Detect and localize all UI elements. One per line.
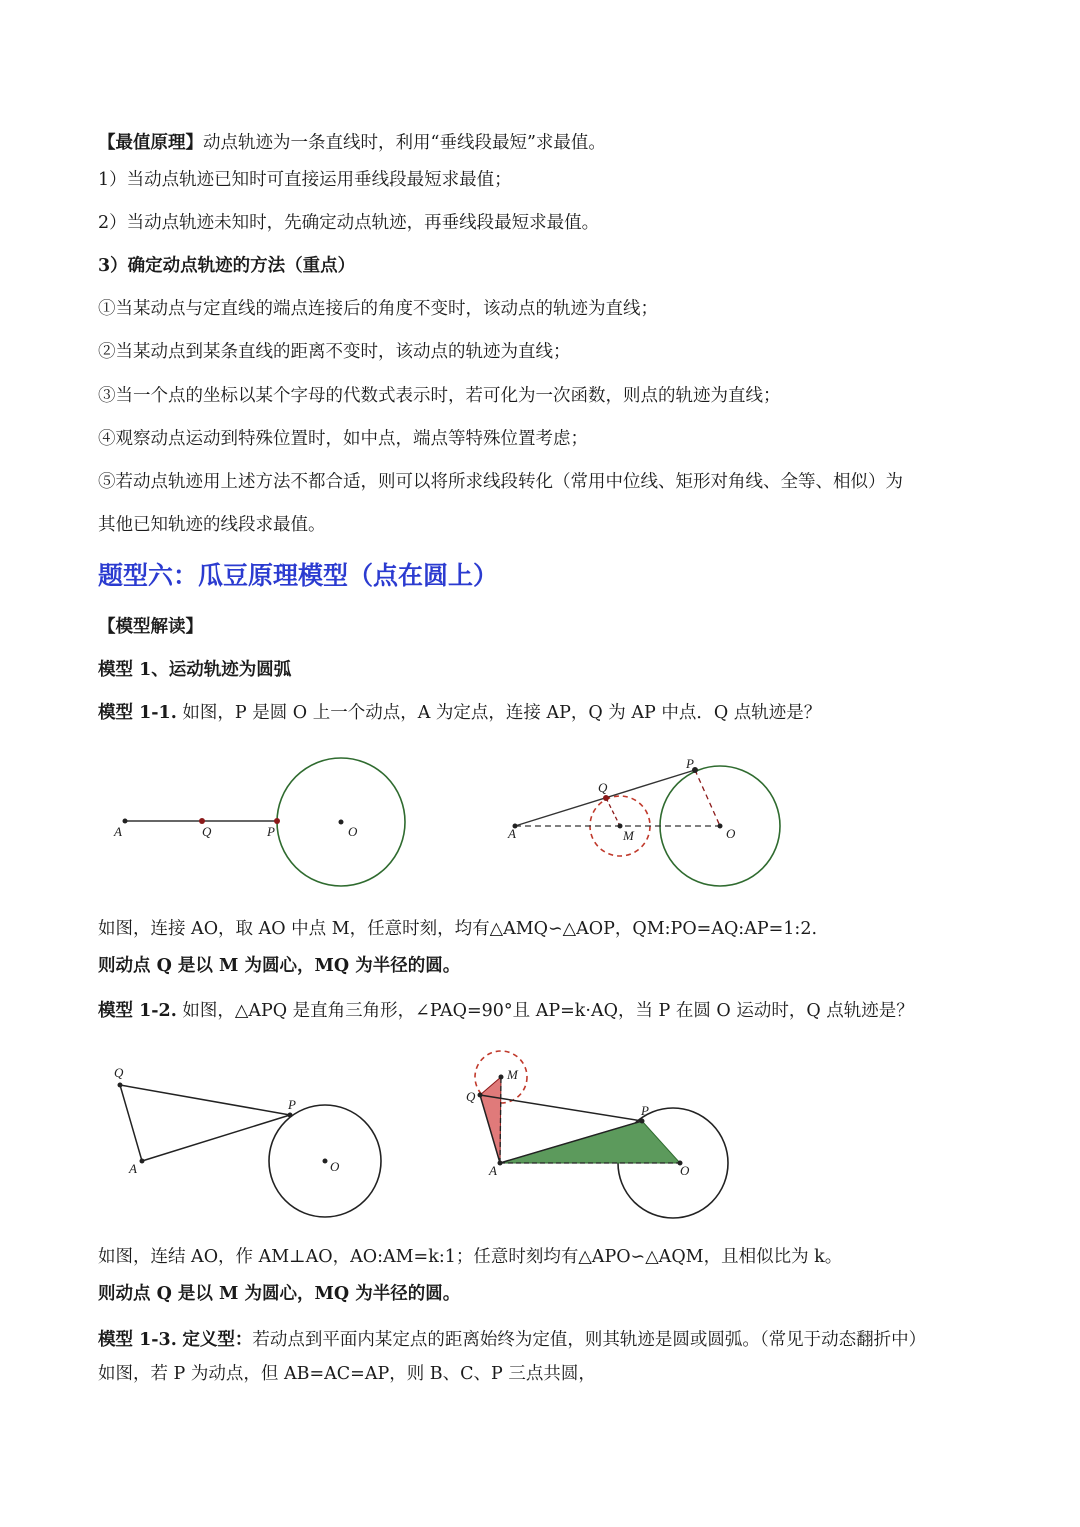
model1-title: 模型 1、运动轨迹为圆弧 xyxy=(98,660,292,680)
model-1-2-text: 如图，△APQ 是直角三角形，∠PAQ=90°且 AP=k·AQ，当 P 在圆 O 运动时，Q 点轨迹是？ xyxy=(182,1001,914,1021)
method-5a: ⑤若动点轨迹用上述方法不都合适，则可以将所求线段转化（常用中位线、矩形对角线、全等、相似）为 xyxy=(98,472,903,492)
model-1-1-label: 模型 1-1. xyxy=(98,703,177,723)
figure-1-1-right xyxy=(500,750,790,900)
label-p: P xyxy=(641,1103,649,1118)
model-1-3-text: 若动点到平面内某定点的距离始终为定值，则其轨迹是圆或圆弧。（常见于动态翻折中） xyxy=(252,1330,927,1350)
method-3: ③当一个点的坐标以某个字母的代数式表示时，若可化为一次函数，则点的轨迹为直线； xyxy=(98,386,781,406)
method-1: ①当某动点与定直线的端点连接后的角度不变时，该动点的轨迹为直线； xyxy=(98,299,658,319)
label-m: M xyxy=(507,1067,518,1082)
segment-op-dashed xyxy=(695,770,720,826)
model-1-3-line-2: 如图，若 P 为动点，但 AB=AC=AP，则 B、C、P 三点共圆， xyxy=(98,1364,596,1384)
label-o: O xyxy=(348,824,358,839)
triangle-apq xyxy=(120,1085,290,1161)
method-2: ②当某动点到某条直线的距离不变时，该动点的轨迹为直线； xyxy=(98,342,571,362)
segment-qm-dashed xyxy=(606,798,620,826)
label-a: A xyxy=(114,824,122,839)
point-q xyxy=(603,795,609,801)
model-1-1-line xyxy=(98,701,821,725)
model-1-1-text: 如图，P 是圆 O 上一个动点，A 为定点，连接 AP，Q 为 AP 中点．Q 点轨迹是？ xyxy=(182,703,822,723)
model-1-3-bold: 定义型： xyxy=(182,1330,253,1350)
label-p: P xyxy=(686,756,694,771)
principle-item-2: 2）当动点轨迹未知时，先确定动点轨迹，再垂线段最短求最值。 xyxy=(98,213,600,233)
point-q xyxy=(118,1083,123,1088)
label-p: P xyxy=(288,1097,296,1112)
label-q: Q xyxy=(598,780,608,795)
method-5b: 其他已知轨迹的线段求最值。 xyxy=(98,515,326,535)
model-1-1-conclusion: 则动点 Q 是以 M 为圆心，MQ 为半径的圆。 xyxy=(98,956,461,976)
model-1-2-explanation: 如图，连结 AO，作 AM⊥AO，AO:AM=k:1；任意时刻均有△APO∽△AQM，且相似比为 k。 xyxy=(98,1247,843,1267)
principle-item-1: 1）当动点轨迹已知时可直接运用垂线段最短求最值； xyxy=(98,170,512,190)
method-4: ④观察动点运动到特殊位置时，如中点，端点等特殊位置考虑； xyxy=(98,429,588,449)
green-triangle-apo xyxy=(500,1121,680,1163)
model-1-3-line xyxy=(98,1328,926,1352)
principle-text: 动点轨迹为一条直线时，利用“垂线段最短”求最值。 xyxy=(203,133,606,153)
point-a xyxy=(498,1161,503,1166)
label-a: A xyxy=(489,1163,497,1178)
label-a: A xyxy=(508,826,516,841)
segment-qp xyxy=(480,1095,642,1121)
point-o xyxy=(718,824,723,829)
point-m xyxy=(499,1075,504,1080)
point-o xyxy=(323,1159,328,1164)
label-q: Q xyxy=(202,824,212,839)
figure-1-2-right xyxy=(455,1045,745,1225)
point-p xyxy=(288,1113,293,1118)
principle-label: 【最值原理】 xyxy=(98,133,203,153)
figure-1-1-left xyxy=(110,750,420,900)
label-p: P xyxy=(267,824,275,839)
model-1-2-line xyxy=(98,999,914,1023)
model-read-label: 【模型解读】 xyxy=(98,617,203,637)
point-a xyxy=(123,819,128,824)
section-title: 题型六：瓜豆原理模型（点在圆上） xyxy=(98,561,499,590)
point-o xyxy=(339,820,344,825)
point-q xyxy=(478,1093,483,1098)
model-1-2-conclusion: 则动点 Q 是以 M 为圆心，MQ 为半径的圆。 xyxy=(98,1284,461,1304)
model-1-3-label: 模型 1-3. xyxy=(98,1330,177,1350)
principle-line xyxy=(98,131,606,155)
model-1-1-explanation: 如图，连接 AO，取 AO 中点 M，任意时刻，均有△AMQ∽△AOP，QM:PO=AQ:AP=1:2. xyxy=(98,919,818,939)
point-p xyxy=(640,1119,645,1124)
point-a xyxy=(140,1159,145,1164)
red-triangle-aqm xyxy=(480,1077,501,1163)
label-m: M xyxy=(623,828,634,843)
label-q: Q xyxy=(114,1065,124,1080)
label-o: O xyxy=(680,1163,690,1178)
point-m xyxy=(618,824,623,829)
model-1-2-label: 模型 1-2. xyxy=(98,1001,177,1021)
figure-1-2-left xyxy=(105,1055,405,1225)
label-o: O xyxy=(726,826,736,841)
method-title: 3）确定动点轨迹的方法（重点） xyxy=(98,256,356,276)
label-a: A xyxy=(129,1161,137,1176)
label-o: O xyxy=(330,1159,340,1174)
label-q: Q xyxy=(466,1089,476,1104)
